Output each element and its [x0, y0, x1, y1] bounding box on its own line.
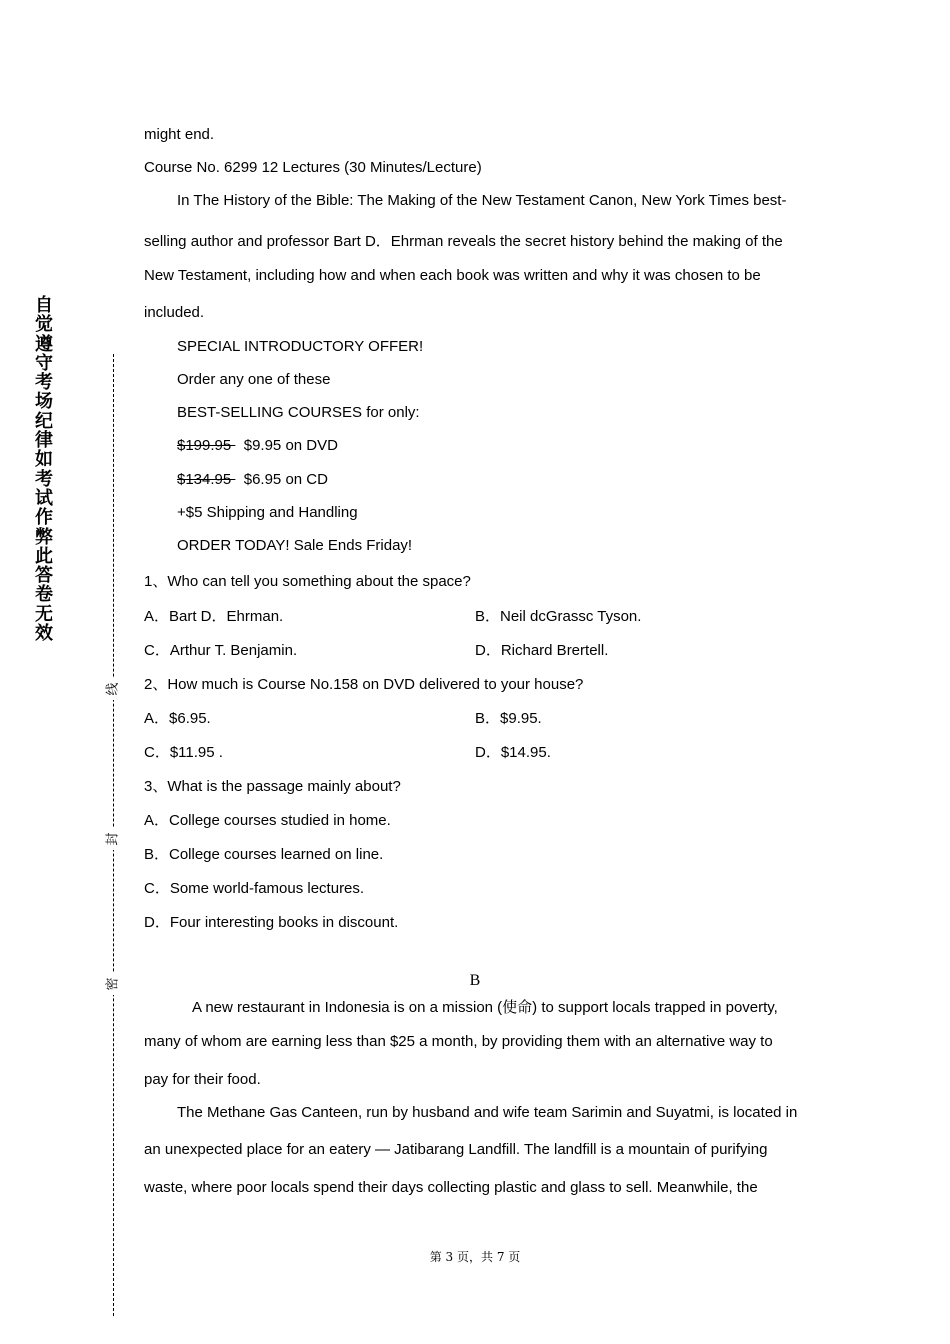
- dvd-new-price: $9.95 on DVD: [243, 437, 338, 454]
- option-b: B．Neil dcGrassc Tyson.: [475, 608, 642, 625]
- passage-b-line: waste, where poor locals spend their days collecting plastic and glass to sell. Meanwhile, the: [144, 1179, 758, 1196]
- option-a: A．$6.95.: [144, 710, 211, 727]
- passage-b-line: pay for their food.: [144, 1071, 261, 1088]
- cd-old-price: $134.95: [177, 471, 236, 488]
- offer-headline: SPECIAL INTRODUCTORY OFFER!: [177, 338, 424, 355]
- option-c: C．Arthur T. Benjamin.: [144, 642, 298, 659]
- dvd-price-line: [177, 437, 338, 454]
- section-title: B: [469, 972, 481, 989]
- passage-b-line: The Methane Gas Canteen, run by husband and wife team Sarimin and Suyatmi, is located in: [177, 1104, 798, 1121]
- offer-line: BEST-SELLING COURSES for only:: [177, 404, 420, 421]
- passage-a-line: New Testament, including how and when each book was written and why it was chosen to be: [144, 267, 761, 284]
- course-info: Course No. 6299 12 Lectures (30 Minutes/Lecture): [144, 159, 482, 176]
- passage-b-line: A new restaurant in Indonesia is on a mission (使命) to support locals trapped in poverty,: [192, 999, 778, 1016]
- passage-b-line: an unexpected place for an eatery — Jatibarang Landfill. The landfill is a mountain of purifying: [144, 1141, 768, 1158]
- option-d: D．Four interesting books in discount.: [144, 914, 399, 931]
- seal-label-line: 线: [105, 678, 123, 700]
- question-stem: 2、How much is Course No.158 on DVD delivered to your house?: [144, 676, 584, 693]
- exam-discipline-warning: 自觉遵守考场纪律如考试作弊此答卷无效: [35, 295, 53, 645]
- option-d: D．$14.95.: [475, 744, 551, 761]
- option-a: A．College courses studied in home.: [144, 812, 391, 829]
- shipping-line: +$5 Shipping and Handling: [177, 504, 358, 521]
- offer-line: Order any one of these: [177, 371, 331, 388]
- question-stem: 3、What is the passage mainly about?: [144, 778, 401, 795]
- page-number-footer: 第 3 页，共 7 页: [429, 1250, 521, 1264]
- dvd-old-price: $199.95: [177, 437, 236, 454]
- option-c: C．$11.95 .: [144, 744, 223, 761]
- seal-label-seal: 封: [105, 828, 123, 850]
- option-b: B．$9.95.: [475, 710, 542, 727]
- option-c: C．Some world-famous lectures.: [144, 880, 365, 897]
- cd-new-price: $6.95 on CD: [243, 471, 328, 488]
- question-stem: 1、Who can tell you something about the space?: [144, 573, 471, 590]
- order-line: ORDER TODAY! Sale Ends Friday!: [177, 537, 413, 554]
- option-a: A．Bart D．Ehrman.: [144, 608, 284, 625]
- passage-a-line: might end.: [144, 126, 215, 143]
- seal-label-secret: 密: [105, 973, 123, 995]
- passage-b-line: many of whom are earning less than $25 a month, by providing them with an alternative way to: [144, 1033, 773, 1050]
- passage-a-line: In The History of the Bible: The Making of the New Testament Canon, New York Times best-: [177, 192, 787, 209]
- passage-a-line: included.: [144, 304, 205, 321]
- option-d: D．Richard Brertell.: [475, 642, 609, 659]
- option-b: B．College courses learned on line.: [144, 846, 384, 863]
- passage-a-line: selling author and professor Bart D．Ehrman reveals the secret history behind the making of the: [144, 233, 783, 250]
- cd-price-line: [177, 471, 328, 488]
